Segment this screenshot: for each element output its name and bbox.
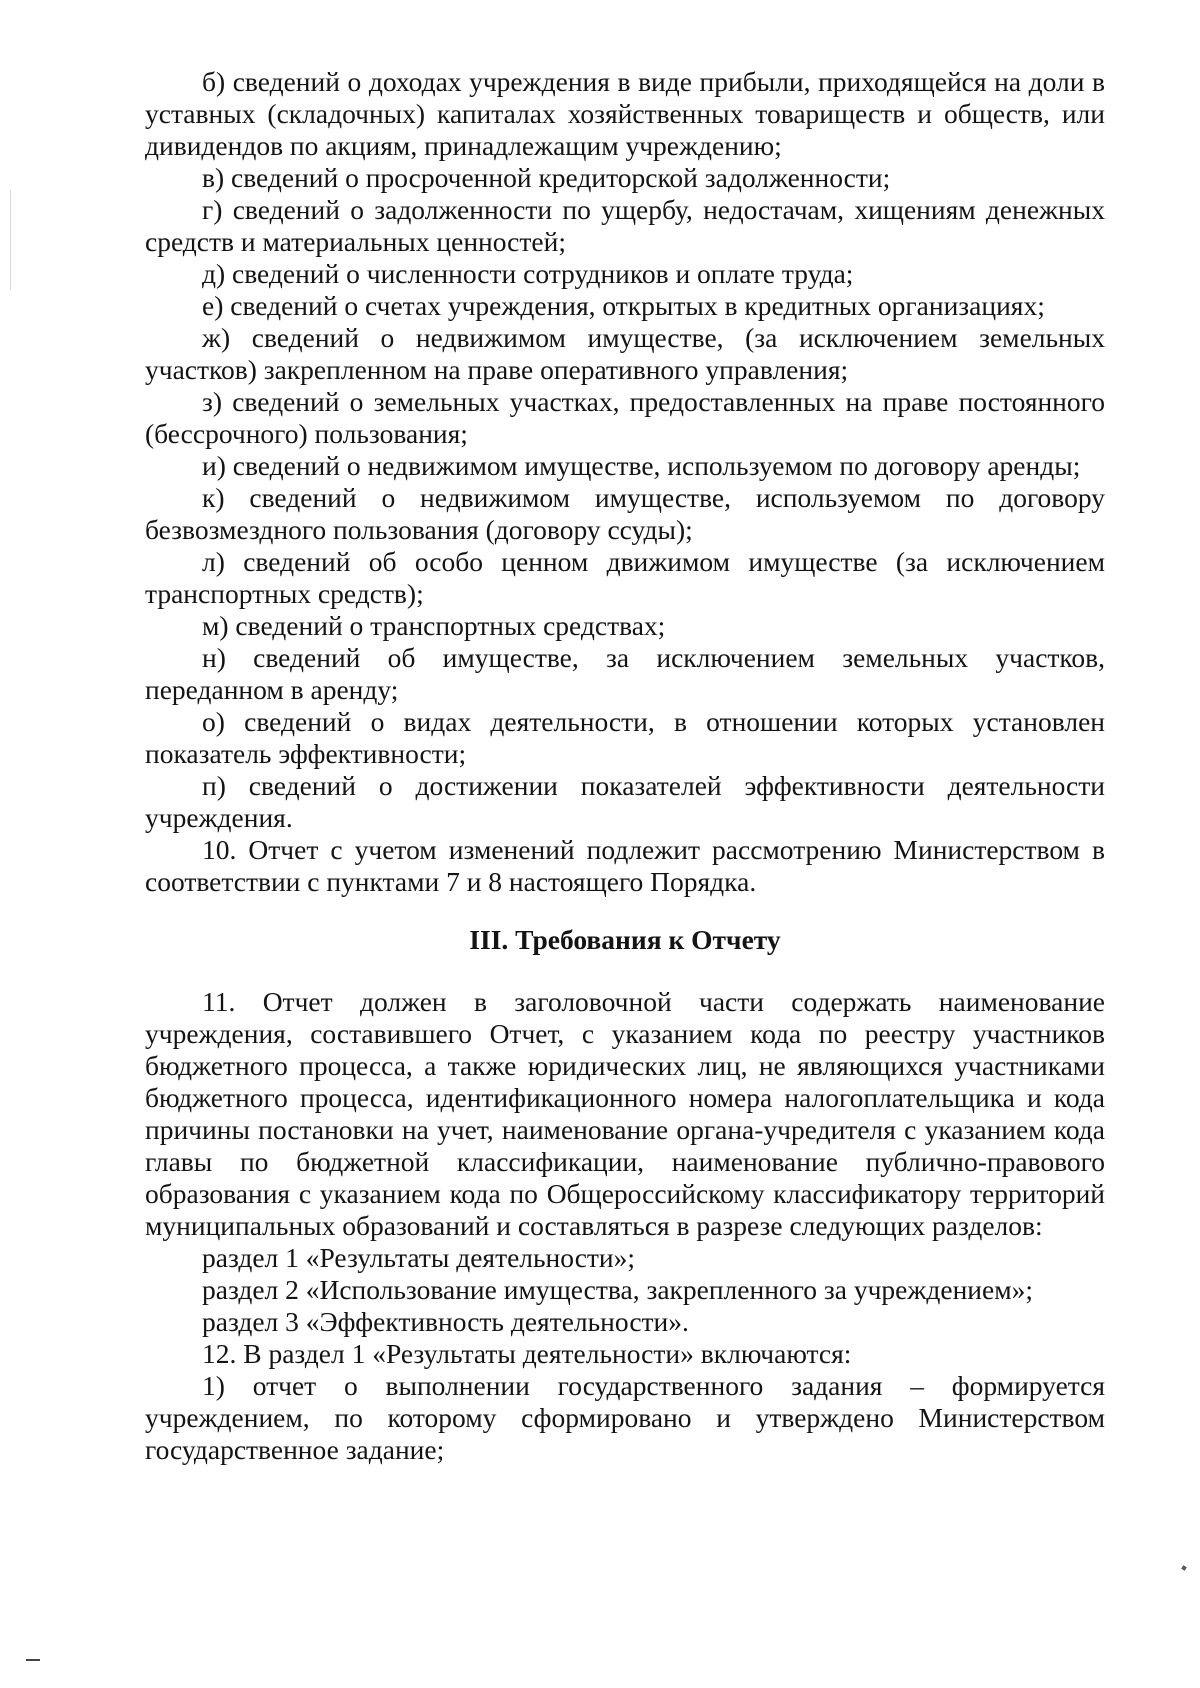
- paragraph-n: н) сведений об имуществе, за исключением земельных участков, переданном в аренду;: [145, 642, 1105, 705]
- paragraph-v: в) сведений о просроченной кредиторской задолженности;: [202, 162, 891, 193]
- paragraph-o: о) сведений о видах деятельности, в отношении которых установлен показатель эффективности;: [145, 706, 1105, 769]
- paragraph-11: 11. Отчет должен в заголовочной части содержать наименование учреждения, составившего Отчет, с указанием кода по реестру участников бюджетного процесса, а также юридических лиц, не являющихся участниками бюджетного процесса, идентификационного номера налогоплательщика и кода причины постановки на учет, наименование органа-учредителя с указанием кода главы по бюджетной классификации, наименование публично-правового образования с указанием кода по Общероссийскому классификатору территорий муниципальных образований и составляться в разрезе следующих разделов:: [145, 986, 1105, 1241]
- paragraph-zh: ж) сведений о недвижимом имуществе, (за исключением земельных участков) закрепленном на праве оперативного управления;: [145, 322, 1105, 385]
- document-body: [145, 66, 1105, 1466]
- paragraph-e: е) сведений о счетах учреждения, открытых в кредитных организациях;: [202, 290, 1045, 321]
- paragraph-i: и) сведений о недвижимом имуществе, используемом по договору аренды;: [202, 450, 1081, 481]
- scan-artifact-right: [1181, 1565, 1186, 1570]
- section-item-2: раздел 2 «Использование имущества, закрепленного за учреждением»;: [202, 1274, 1034, 1305]
- paragraph-12-item-1: 1) отчет о выполнении государственного задания – формируется учреждением, по которому сформировано и утверждено Министерством государственное задание;: [145, 1370, 1105, 1465]
- section-item-3: раздел 3 «Эффективность деятельности».: [202, 1306, 689, 1337]
- paragraph-l: л) сведений об особо ценном движимом имуществе (за исключением транспортных средств);: [145, 546, 1105, 609]
- paragraph-12: 12. В раздел 1 «Результаты деятельности» включаются:: [202, 1338, 852, 1369]
- paragraph-p: п) сведений о достижении показателей эффективности деятельности учреждения.: [145, 770, 1105, 833]
- section-item-1: раздел 1 «Результаты деятельности»;: [202, 1242, 636, 1273]
- scan-artifact-bottom-left: [26, 1659, 40, 1661]
- scan-artifact-left: [10, 190, 11, 290]
- paragraph-d: д) сведений о численности сотрудников и оплате труда;: [202, 258, 854, 289]
- section-heading: III. Требования к Отчету: [469, 924, 781, 955]
- paragraph-b: б) сведений о доходах учреждения в виде прибыли, приходящейся на доли в уставных (складочных) капиталах хозяйственных товариществ и обществ, или дивидендов по акциям, принадлежащим учреждению;: [145, 66, 1105, 161]
- paragraph-10: 10. Отчет с учетом изменений подлежит рассмотрению Министерством в соответствии с пунктами 7 и 8 настоящего Порядка.: [145, 834, 1105, 897]
- paragraph-m: м) сведений о транспортных средствах;: [202, 610, 666, 641]
- paragraph-k: к) сведений о недвижимом имуществе, используемом по договору безвозмездного пользования (договору ссуды);: [145, 482, 1105, 545]
- paragraph-z: з) сведений о земельных участках, предоставленных на праве постоянного (бессрочного) пользования;: [145, 386, 1105, 449]
- paragraph-g: г) сведений о задолженности по ущербу, недостачам, хищениям денежных средств и материальных ценностей;: [145, 194, 1105, 257]
